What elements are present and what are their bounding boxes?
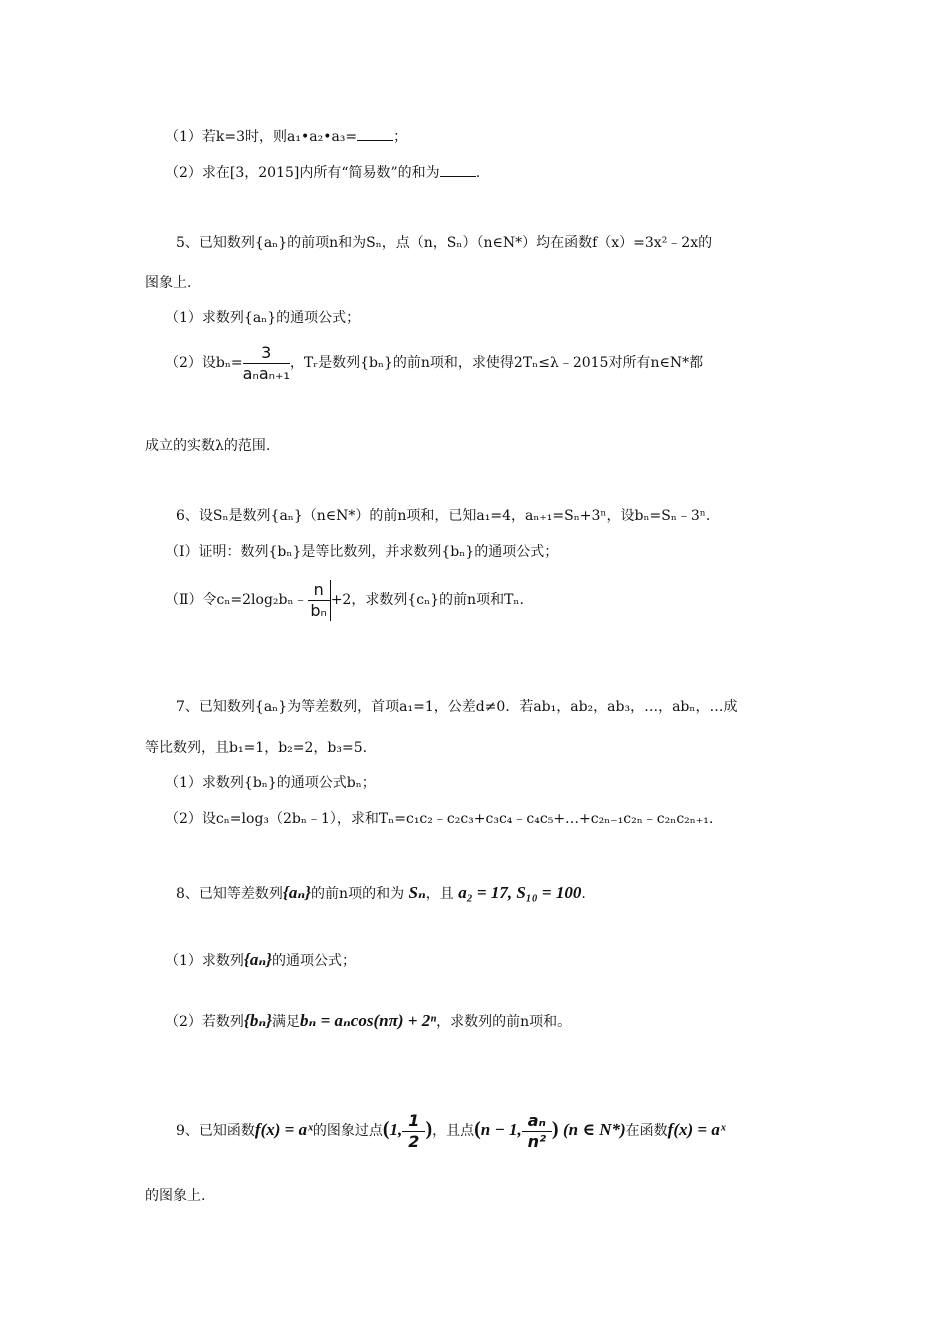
q6-part2-prefix: （Ⅱ）令cₙ=2log₂bₙ﹣ (165, 592, 308, 608)
q8-sum: Sₙ (408, 883, 426, 902)
q8-stem-mid2: ，且 (425, 886, 454, 902)
q9-stem-mid2: ，且点 (432, 1123, 475, 1139)
q9-point2-x: n − 1, (480, 1120, 522, 1139)
q8-part1 (165, 950, 356, 971)
q9-point2: (n − 1, $\frac{\text{aₙ}}{\text{n²}}$ ) (474, 1110, 559, 1151)
q8-part2-mid: 满足 (272, 1014, 301, 1030)
fraction-numerator: 3 (243, 343, 290, 364)
q8-part2 (165, 1011, 571, 1032)
q9-function2: f(x) = aˣ (667, 1120, 726, 1139)
q8-stem-mid: 的前n项的和为 (311, 886, 405, 902)
q5-part2-line2: 成立的实数λ的范围. (145, 438, 271, 454)
q4-part2-end: . (475, 165, 481, 181)
fraction-denominator: bₙ (310, 600, 327, 620)
q8-part2-prefix: （2）若数列 (165, 1014, 244, 1030)
q7-stem-line1: 7、已知数列{aₙ}为等差数列，首项a₁=1，公差d≠0．若ab₁，ab₂，ab₃，…，abₙ，…成 (176, 699, 738, 715)
q8-part1-seq: {aₙ} (243, 950, 273, 969)
q4-part2-text: （2）求在[3，2015]内所有“简易数”的和为 (165, 165, 440, 181)
q8-part2-suffix: ，求数列的前n项和。 (436, 1014, 572, 1030)
q6-stem: 6、设Sₙ是数列{aₙ}（n∈N*）的前n项和，已知a₁=4，aₙ₊₁=Sₙ+3ⁿ，设bₙ=Sₙ﹣3ⁿ. (176, 508, 711, 524)
q8-part1-prefix: （1）求数列 (165, 953, 244, 969)
q8-stem-prefix: 8、已知等差数列 (176, 886, 283, 902)
answer-blank[interactable] (357, 128, 393, 141)
fraction-numerator: n (308, 580, 330, 601)
q6-part2 (165, 578, 524, 622)
answer-blank[interactable] (440, 164, 476, 177)
q8-seq-a: {aₙ} (282, 883, 312, 902)
q4-part1-end: ； (393, 129, 408, 145)
q9-point1-fraction (402, 1111, 425, 1152)
q9-point2-fraction (522, 1111, 552, 1152)
q8-seq-b: {bₙ} (243, 1011, 273, 1030)
q7-stem-line2: 等比数列，且b₁=1，b₂=2，b₃=5. (145, 740, 368, 756)
q9-point1-x: 1 (389, 1120, 399, 1139)
fraction-numerator: aₙ (522, 1111, 552, 1132)
q6-part1: （Ⅰ）证明：数列{bₙ}是等比数列，并求数列{bₙ}的通项公式； (165, 544, 559, 560)
q4-part2 (165, 163, 480, 183)
q8-part1-suffix: 的通项公式； (272, 953, 357, 969)
q5-stem-line1: 5、已知数列{aₙ}的前项n和为Sₙ，点（n，Sₙ）（n∈N*）均在函数f（x）=3x²﹣2x的 (176, 235, 713, 251)
fraction-denominator: aₙaₙ₊₁ (242, 363, 290, 383)
q5-part2-prefix: （2）设bₙ= (165, 355, 243, 371)
q9-stem-prefix: 9、已知函数 (176, 1123, 255, 1139)
fraction-denominator: n² (527, 1131, 547, 1151)
q7-part2: （2）设cₙ=log₃（2bₙ﹣1），求和Tₙ=c₁c₂﹣c₂c₃+c₃c₄﹣c₄c₅+…+c₂ₙ₋₁c₂ₙ﹣c₂ₙc₂ₙ₊₁. (165, 811, 714, 827)
q9-stem-mid3: 在函数 (625, 1123, 668, 1139)
q5-fraction (243, 343, 290, 384)
q5-part2-mid: ，Tᵣ是数列{bₙ}的前n项和，求使得2Tₙ≤λ﹣2015对所有n∈N*都 (289, 355, 704, 371)
q5-part1: （1）求数列{aₙ}的通项公式； (165, 310, 361, 326)
q5-stem-line2: 图象上. (145, 275, 192, 291)
q9-point1: (1, $\frac{1}{2}$ ) (382, 1110, 433, 1151)
q9-stem (176, 1105, 726, 1155)
q9-function: f(x) = aˣ (254, 1120, 313, 1139)
q9-condition: (n ∈ N*) (563, 1120, 626, 1139)
q8-stem-end: . (581, 886, 586, 902)
fraction-numerator: 1 (402, 1111, 425, 1132)
q6-part2-suffix: +2，求数列{cₙ}的前n项和Tₙ. (330, 592, 524, 608)
fraction-denominator: 2 (408, 1131, 420, 1151)
q8-formula-b: bₙ = aₙcos(nπ) + 2ⁿ (300, 1011, 437, 1030)
q7-part1: （1）求数列{bₙ}的通项公式bₙ； (165, 775, 376, 791)
q4-part1-text: （1）若k=3时，则a₁•a₂•a₃= (165, 129, 358, 145)
q9-stem-mid: 的图象过点 (312, 1123, 383, 1139)
q5-part2 (165, 341, 703, 385)
q6-fraction (308, 580, 331, 621)
q9-stem-line2: 的图象上. (145, 1188, 206, 1204)
q8-stem (176, 883, 586, 904)
q8-condition: a₂ = 17, S₁₀ = 100 (458, 883, 582, 902)
q4-part1 (165, 127, 407, 147)
